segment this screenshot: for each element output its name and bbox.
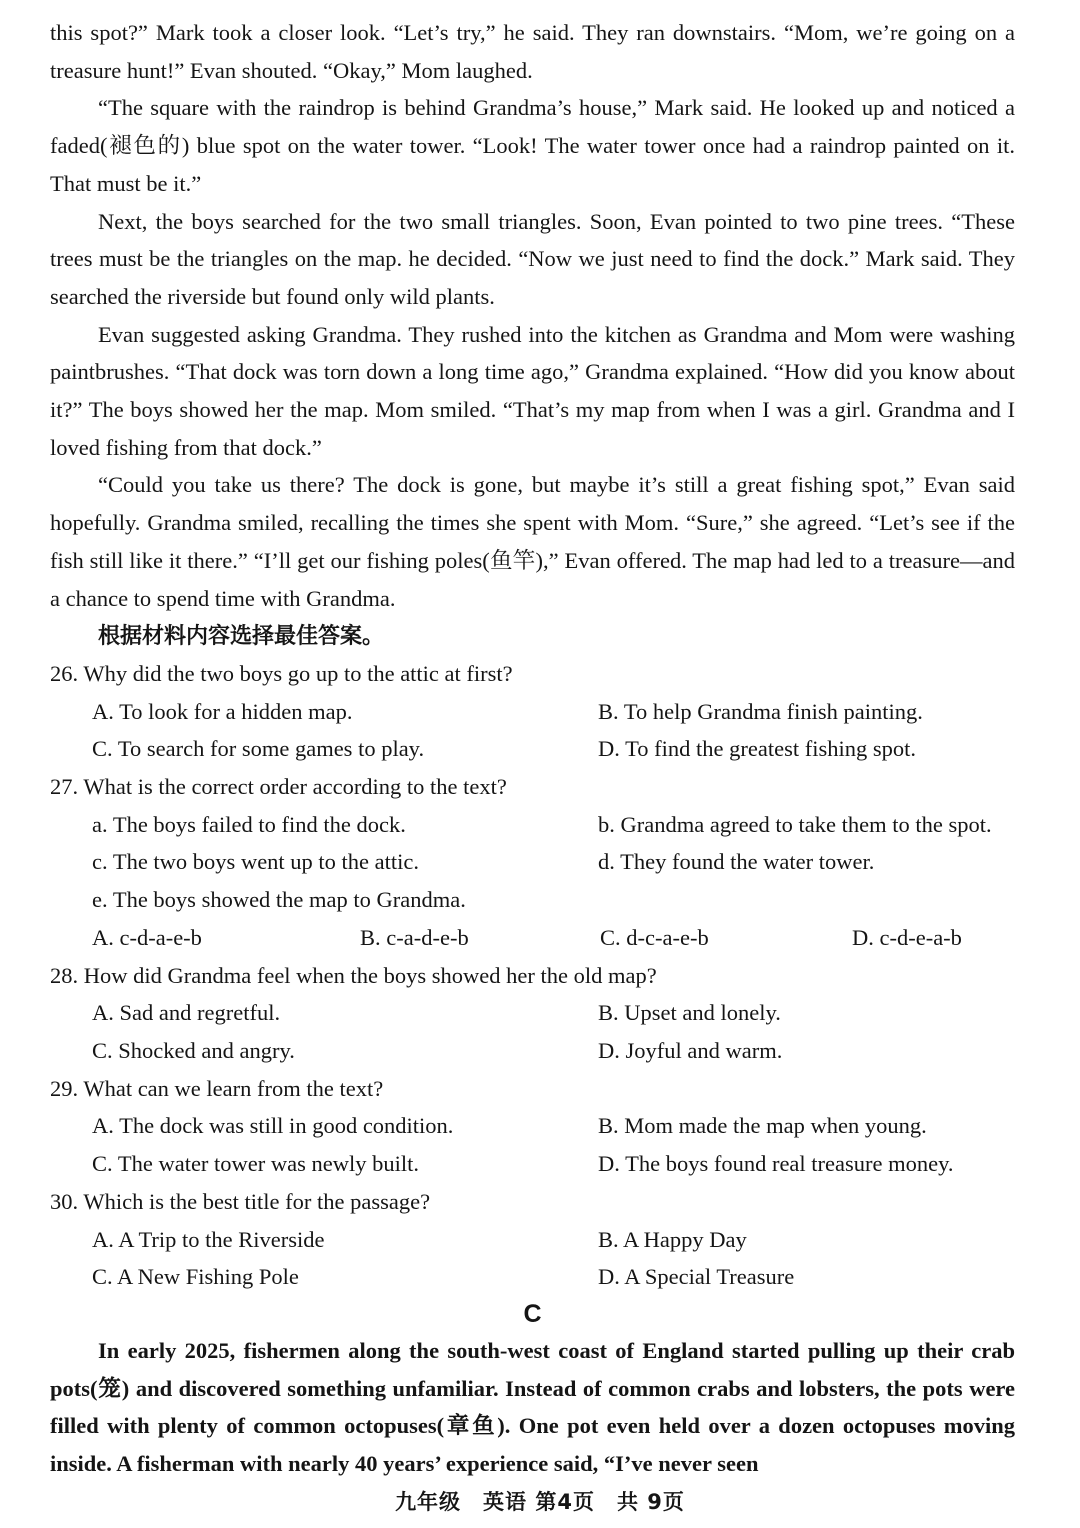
question-27-option-d: D. c-d-e-a-b — [852, 924, 962, 950]
question-26-options — [50, 693, 1015, 768]
passage-b-paragraph-1: this spot?” Mark took a closer look. “Let’s try,” he said. They ran downstairs. “Mom, we’re going on a treasure hunt!” Evan shouted. “Okay,” Mom laughed. — [50, 20, 1015, 83]
question-27-events — [50, 806, 1015, 881]
question-28-option-b: B. Upset and lonely. — [598, 1000, 781, 1026]
instruction-text: 根据材料内容选择最佳答案。 — [98, 623, 385, 649]
question-26-option-d: D. To find the greatest fishing spot. — [598, 736, 916, 762]
question-27-stem: 27. What is the correct order according to the text? — [50, 774, 507, 800]
passage-b-paragraph-5: “Could you take us there? The dock is gone, but maybe it’s still a great fishing spot,” Evan said hopefully. Grandma smiled, recalling the times she spent with Mom. “Sure,” she agreed. “Let’s see if the fish still like it there.” “I’ll get our fishing poles(鱼竿),” Evan offered. The map had led to a treasure—and a chance to spend time with Grandma. — [50, 472, 1015, 611]
question-26-stem: 26. Why did the two boys go up to the attic at first? — [50, 660, 513, 686]
question-29-stem: 29. What can we learn from the text? — [50, 1075, 384, 1101]
question-27-event-c: c. The two boys went up to the attic. — [92, 849, 420, 875]
question-30-stem: 30. Which is the best title for the passage? — [50, 1188, 431, 1214]
question-30-option-d: D. A Special Treasure — [598, 1264, 795, 1290]
passage-b-paragraph-4: Evan suggested asking Grandma. They rushed into the kitchen as Grandma and Mom were washing paintbrushes. “That dock was torn down a long time ago,” Grandma explained. “How did you know about it?” The boys showed her the map. Mom smiled. “That’s my map from when I was a girl. Grandma and I loved fishing from that dock.” — [50, 321, 1015, 460]
exam-page — [50, 14, 1015, 1483]
question-28-stem: 28. How did Grandma feel when the boys showed her the old map? — [50, 962, 657, 988]
question-29-option-a: A. The dock was still in good condition. — [92, 1113, 454, 1139]
question-30-option-a: A. A Trip to the Riverside — [92, 1226, 325, 1252]
question-27-option-c: C. d-c-a-e-b — [600, 924, 709, 950]
question-30-options — [50, 1221, 1015, 1296]
question-29-option-c: C. The water tower was newly built. — [92, 1151, 420, 1177]
question-28-option-d: D. Joyful and warm. — [598, 1037, 783, 1063]
question-27-event-d: d. They found the water tower. — [598, 849, 875, 875]
question-29-option-d: D. The boys found real treasure money. — [598, 1151, 954, 1177]
question-27-event-e: e. The boys showed the map to Grandma. — [92, 887, 466, 913]
question-29-option-b: B. Mom made the map when young. — [598, 1113, 927, 1139]
passage-b-paragraph-2: “The square with the raindrop is behind Grandma’s house,” Mark said. He looked up and noticed a faded(褪色的) blue spot on the water tower. “Look! The water tower once had a raindrop painted on it. That must be it.” — [50, 95, 1015, 196]
question-27-option-b: B. c-a-d-e-b — [360, 924, 469, 950]
page-footer: 九年级 英语 第4页 共 9页 — [395, 1490, 685, 1514]
question-27-options — [50, 919, 1015, 957]
question-29-options — [50, 1107, 1015, 1182]
question-26-option-b: B. To help Grandma finish painting. — [598, 698, 923, 724]
passage-b-paragraph-3: Next, the boys searched for the two small triangles. Soon, Evan pointed to two pine trees. “These trees must be the triangles on the map. he decided. “Now we just need to find the dock.” Mark said. They searched the riverside but found only wild plants. — [50, 208, 1015, 309]
question-30-option-b: B. A Happy Day — [598, 1226, 747, 1252]
question-27-option-a: A. c-d-a-e-b — [92, 924, 202, 950]
question-28-option-c: C. Shocked and angry. — [92, 1037, 295, 1063]
question-28-option-a: A. Sad and regretful. — [92, 1000, 281, 1026]
section-c-heading: C — [523, 1299, 542, 1328]
question-30-option-c: C. A New Fishing Pole — [92, 1264, 299, 1290]
passage-c-paragraph-1: In early 2025, fishermen along the south-west coast of England started pulling up their crab pots(笼) and discovered something unfamiliar. Instead of common crabs and lobsters, the pots were filled with plenty of common octopuses(章鱼). One pot even held over a dozen octopuses moving inside. A fisherman with nearly 40 years’ experience said, “I’ve never seen — [50, 1337, 1015, 1477]
question-28-options — [50, 994, 1015, 1069]
question-26-option-c: C. To search for some games to play. — [92, 736, 425, 762]
question-26-option-a: A. To look for a hidden map. — [92, 698, 353, 724]
question-27-event-b: b. Grandma agreed to take them to the spot. — [598, 811, 992, 837]
question-27-event-a: a. The boys failed to find the dock. — [92, 811, 406, 837]
